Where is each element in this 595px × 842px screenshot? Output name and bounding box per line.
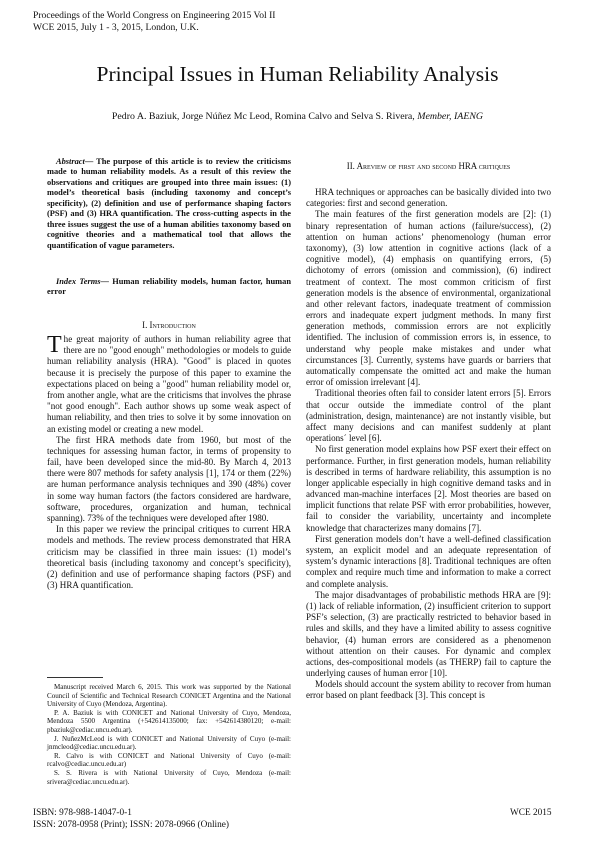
- introduction-body: [47, 334, 291, 591]
- index-terms-label: Index Terms: [56, 277, 101, 286]
- review-paragraph: The major disadvantages of probabilistic methods HRA are [9]: (1) lack of reliable information, (2) insufficient criterion to support PSF’s selection, (3) are practically restricted to behavior based in rules and skills, and they have a limited ability to assess cognitive behavior, (4) human errors are considered as a phenomenon without attention on their causes. For dynamic and complex actions, des-compositional models (as THERP) fail to capture the underlying causes of human error [10].: [306, 589, 551, 679]
- index-terms: [47, 277, 291, 298]
- review-paragraph: HRA techniques or approaches can be basically divided into two categories: first and second generation.: [306, 187, 551, 209]
- author-role: Member, IAENG: [417, 111, 484, 122]
- section-heading-review: [306, 161, 551, 172]
- footnote: P. A. Baziuk is with CONICET and National University of Cuyo, Mendoza, Mendoza 5500 Argentina (+542614135000; fax: +542614380120; e-mail: pbaziuk@cediac.uncu.edu.ar).: [47, 708, 291, 734]
- review-paragraph: No first generation model explains how PSF exert their effect on performance. Further, in first generation models, human reliability is described in terms of hardware reliability, this assumption is no longer applicable especially in high cognitive demand tasks and in advanced man-machine interfaces [2]. Most theories are based on implicit functions that relate PSF with error probabilities, however, fail to consider the variability, uncertainty and incomplete knowledge that characterizes many domains [7].: [306, 444, 551, 533]
- footnote: S. S. Rivera is with National University of Cuyo, Mendoza (e-mail: srivera@cediac.uncu.edu.ar).: [47, 768, 291, 786]
- abstract-label: Abstract: [56, 157, 85, 166]
- footer-conference: WCE 2015: [510, 808, 552, 818]
- footer-identifiers: [33, 807, 229, 831]
- author-line: [0, 111, 595, 123]
- intro-paragraph-1: he great majority of authors in human reliability agree that there are no "good enough" methodologies or models to guide human reliability analysis (HRA). "Good" is placed in quotes because it is precisely the purpose of this paper to examine the expectations placed on being a "good" human reliability model or, from another angle, what are the criticisms that involves the phrase "not good enough". Each author shows up some weak aspect of human reliability, and then tries to solve it by some innovation on an existing model or creating a new model.: [47, 334, 291, 434]
- running-header: [33, 10, 276, 34]
- section-heading-introduction: [47, 320, 291, 331]
- footnote: Manuscript received March 6, 2015. This work was supported by the National Council of Scientific and Technical Research CONICET Argentina and the National University of Cuyo (Mendoza, Argentina).: [47, 683, 291, 709]
- section-title: Introduction: [149, 320, 196, 330]
- header-proceedings: Proceedings of the World Congress on Engineering 2015 Vol II: [33, 10, 276, 21]
- review-body: [306, 187, 551, 702]
- footer-isbn: ISBN: 978-988-14047-0-1: [33, 808, 132, 818]
- footnote-separator: [47, 677, 103, 678]
- review-paragraph: Models should account the system ability to recover from human error based on plant feedback [3]. This concept is: [306, 679, 551, 701]
- section-number: II.: [346, 161, 355, 171]
- footnote: J. NuñezMcLeod is with CONICET and National University of Cuyo (e-mail: jnmcleod@cediac.uncu.edu.ar).: [47, 734, 291, 752]
- section-number: I.: [142, 320, 148, 330]
- footnotes: [47, 683, 291, 786]
- review-paragraph: The main features of the first generation models are [2]: (1) binary representation of human actions (failure/success), (2) attention on human actions’ phenomenology (human error taxonomy), (3) low attention in cognitive actions (lack of a cognitive model), (4) emphasis on quantifying errors, (5) dichotomy of errors (omission and commission), (6) indirect treatment of context. The most common criticism of first generation models is the absence of environmental, organizational and other relevant factors, inadequate treatment of commission errors and inadequate expert judgment methods. In many first generation methods, commission errors are not explicitly identified. The inclusion of commission errors is, in essence, to understand why people make mistakes and under what circumstances [3]. Currently, systems have guards or barriers that automatically compensate the omitted act and make the human error of omission irrelevant [4].: [306, 209, 551, 388]
- header-conference: WCE 2015, July 1 - 3, 2015, London, U.K.: [33, 22, 199, 33]
- review-paragraph: Traditional theories often fail to consider latent errors [5]. Errors that occur outside the immediate control of the plant (administration, design, maintenance) are not instantly visible, but affect many decisions and can manifest suddenly at plant operations´ level [6].: [306, 388, 551, 444]
- author-names: Pedro A. Baziuk, Jorge Núñez Mc Leod, Romina Calvo and Selva S. Rivera,: [111, 111, 415, 122]
- intro-paragraph-3: In this paper we review the principal critiques to current HRA models and methods. The review process demonstrated that HRA criticism may be classified in three main issues: (1) model’s theoretical basis (including taxonomy and concept’s specificity), (2) definition and use of performance shaping factors (PSF) and (3) HRA quantification.: [47, 524, 291, 591]
- intro-paragraph-2: The first HRA methods date from 1960, but most of the techniques for assessing human factor, in terms of propensity to fail, have been developed since the mid-80. By March 4, 2013 there were 807 methods for safety analysis [1], 174 or them (22%) are human performance analysis techniques and 390 (48%) cover in some way human factors (the factors considered are hardware, software, procedures, organization and human, technical spanning). 73% of the techniques were developed after 1980.: [47, 434, 291, 523]
- abstract-text: — The purpose of this article is to review the criticisms made to human reliability models. As a result of this review the observations and critiques are grouped into three main issues: (1) model’s theoretical basis (including taxonomy and concept’s specificity), (2) definition and use of performance shaping factors (PSF) and (3) HRA quantification. The cross-cutting aspects in the three issues suggest the use of a human abilities taxonomy based on cognitive theories and a mathematical tool that allows the quantification of vague parameters.: [47, 157, 291, 250]
- paper-title: Principal Issues in Human Reliability Analysis: [96, 62, 499, 86]
- review-paragraph: First generation models don’t have a well-defined classification system, an explicit model and an adequate representation of system’s dynamic interactions [8]. Traditional techniques are often complex and require much time and information to make a correct and complete analysis.: [306, 533, 551, 589]
- footer-issn: ISSN: 2078-0958 (Print); ISSN: 2078-0966 (Online): [33, 820, 230, 830]
- index-terms-text: — Human reliability models, human factor, human error: [47, 277, 292, 297]
- section-title: review of first and second HRA critiques: [363, 161, 511, 171]
- abstract: [47, 157, 291, 251]
- footnote: R. Calvo is with CONICET and National University of Cuyo (e-mail: rcalvo@cediac.uncu.edu.ar): [47, 751, 291, 769]
- drop-cap: T: [47, 332, 62, 358]
- section-title-initial: A: [356, 161, 364, 171]
